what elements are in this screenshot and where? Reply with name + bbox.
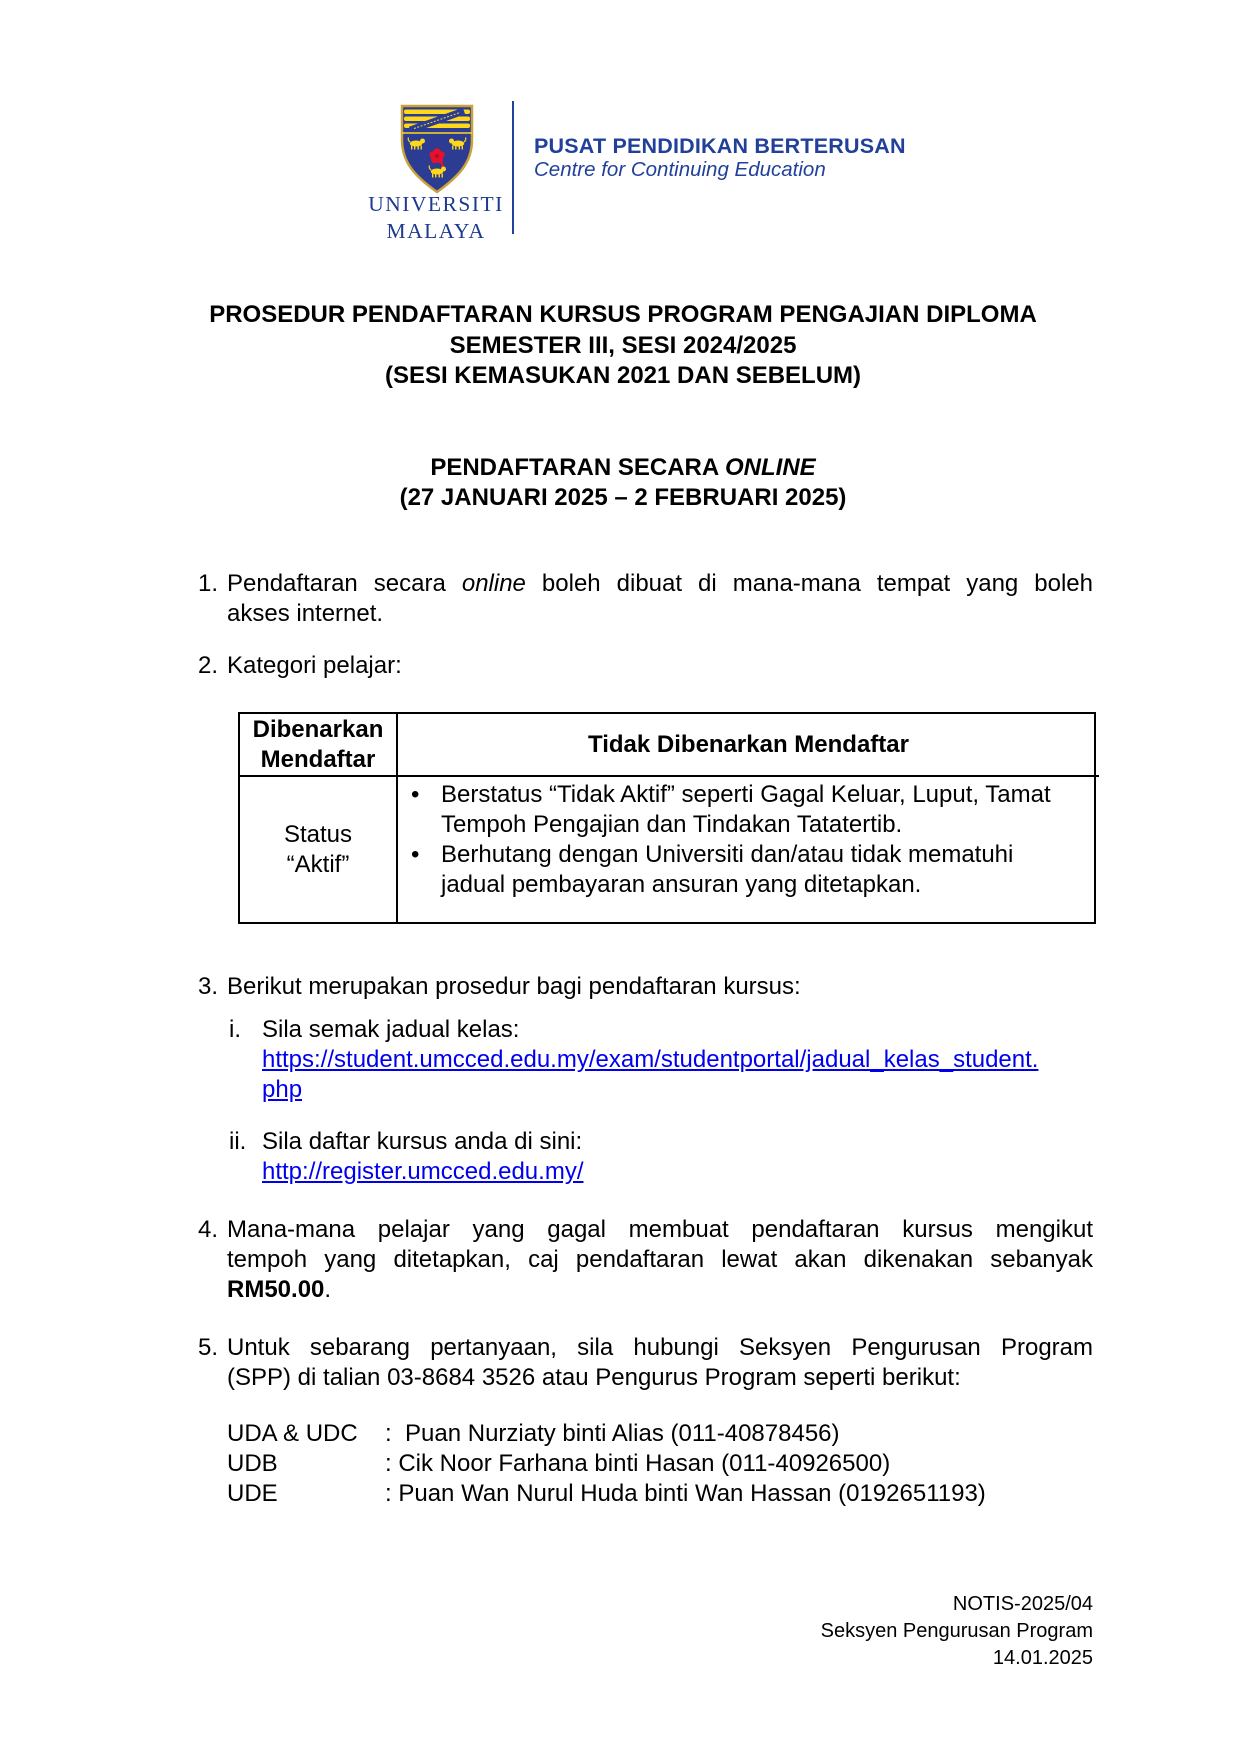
program-contacts xyxy=(227,1419,986,1509)
list-item-4-text: Mana-mana pelajar yang gagal membuat pendaftaran kursus mengikut tempoh yang ditetapkan, caj pendaftaran lewat akan dikenakan sebanyak RM50.00. xyxy=(227,1216,1093,1303)
list-item-1-text: Pendaftaran secara online boleh dibuat di mana-mana tempat yang boleh akses internet. xyxy=(227,570,1093,627)
footer-notice-ref: NOTIS-2025/04 xyxy=(952,1593,1093,1615)
procedure-item-ii xyxy=(229,1127,582,1157)
university-name-line1: UNIVERSITI xyxy=(368,192,504,216)
bullet-item: • Berhutang dengan Universiti dan/atau tidak mematuhi jadual pembayaran ansuran yang ditetapkan. xyxy=(411,841,1014,898)
list-item-1-number: 1. xyxy=(198,570,219,597)
document-footer xyxy=(593,1591,1093,1672)
class-schedule-link[interactable]: https://student.umcced.edu.my/exam/studentportal/jadual_kelas_student.php xyxy=(262,1046,1039,1103)
footer-date: 14.01.2025 xyxy=(992,1647,1093,1669)
doc-title-line1: PROSEDUR PENDAFTARAN KURSUS PROGRAM PENGAJIAN DIPLOMA xyxy=(209,301,1037,328)
bullet-icon: • xyxy=(411,841,420,868)
table-header-not-allowed: Tidak Dibenarkan Mendaftar xyxy=(398,714,1099,777)
doc-subtitle-line2: (27 JANUARI 2025 – 2 FEBRUARI 2025) xyxy=(399,484,847,511)
contact-row-udb: UDB : Cik Noor Farhana binti Hasan (011-40926500) xyxy=(227,1450,891,1477)
contact-program-label: UDE xyxy=(227,1480,278,1507)
list-item-4-number: 4. xyxy=(198,1216,219,1243)
list-item-5-number: 5. xyxy=(198,1334,219,1361)
bullet-icon: • xyxy=(411,781,420,808)
doc-title-line3: (SESI KEMASUKAN 2021 DAN SEBELUM) xyxy=(384,362,862,389)
contact-person: Puan Nurziaty binti Alias (011-40878456) xyxy=(405,1420,840,1447)
list-item-4 xyxy=(198,1215,1095,1305)
doc-subtitle-line1: PENDAFTARAN SECARA ONLINE xyxy=(430,454,816,481)
contact-program-label: UDA & UDC xyxy=(227,1420,358,1447)
list-item-3 xyxy=(198,972,1095,1002)
contact-row-uda-udc: UDA & UDC : Puan Nurziaty binti Alias (011-40878456) xyxy=(227,1420,840,1447)
list-item-2-number: 2. xyxy=(198,652,219,679)
procedure-ii-number: ii. xyxy=(229,1128,247,1155)
procedure-ii-text: Sila daftar kursus anda di sini: xyxy=(262,1128,583,1155)
list-item-5-text: Untuk sebarang pertanyaan, sila hubungi Seksyen Pengurusan Program (SPP) di talian 03-8684 3526 atau Pengurus Program seperti berikut: xyxy=(227,1334,1093,1391)
late-fee-amount: RM50.00 xyxy=(227,1276,325,1303)
bullet-item: • Berstatus “Tidak Aktif” seperti Gagal Keluar, Luput, Tamat Tempoh Pengajian dan Tindakan Tatatertib. xyxy=(411,781,1051,838)
list-item-3-number: 3. xyxy=(198,973,219,1000)
um-crest-logo xyxy=(400,104,474,194)
list-item-5 xyxy=(198,1333,1095,1393)
procedure-i-text: Sila semak jadual kelas: xyxy=(262,1016,520,1043)
list-item-2-text: Kategori pelajar: xyxy=(227,652,402,679)
list-item-2 xyxy=(198,651,1095,681)
department-name-english: Centre for Continuing Education xyxy=(534,158,826,181)
table-cell-not-allowed-reasons xyxy=(398,777,1099,922)
department-name-malay: PUSAT PENDIDIKAN BERTERUSAN xyxy=(534,134,906,158)
university-name-line2: MALAYA xyxy=(386,219,486,243)
contact-program-label: UDB xyxy=(227,1450,278,1477)
course-register-link[interactable]: http://register.umcced.edu.my/ xyxy=(262,1158,584,1185)
list-item-1 xyxy=(198,569,1095,629)
contact-row-ude: UDE : Puan Wan Nurul Huda binti Wan Hassan (0192651193) xyxy=(227,1480,986,1507)
subtitle-online-italic: ONLINE xyxy=(725,454,816,481)
student-category-table xyxy=(238,712,1096,924)
letterhead-divider xyxy=(512,101,514,234)
procedure-i-number: i. xyxy=(229,1016,241,1043)
list-item-3-text: Berikut merupakan prosedur bagi pendaftaran kursus: xyxy=(227,973,801,1000)
footer-section-name: Seksyen Pengurusan Program xyxy=(820,1620,1093,1642)
procedure-item-i xyxy=(229,1015,519,1045)
contact-person: Puan Wan Nurul Huda binti Wan Hassan (0192651193) xyxy=(398,1480,986,1507)
contact-person: Cik Noor Farhana binti Hasan (011-40926500) xyxy=(398,1450,891,1477)
doc-title-line2: SEMESTER III, SESI 2024/2025 xyxy=(449,332,797,359)
table-header-allowed: Dibenarkan Mendaftar xyxy=(240,714,398,777)
table-cell-status-aktif: Status “Aktif” xyxy=(240,777,398,922)
